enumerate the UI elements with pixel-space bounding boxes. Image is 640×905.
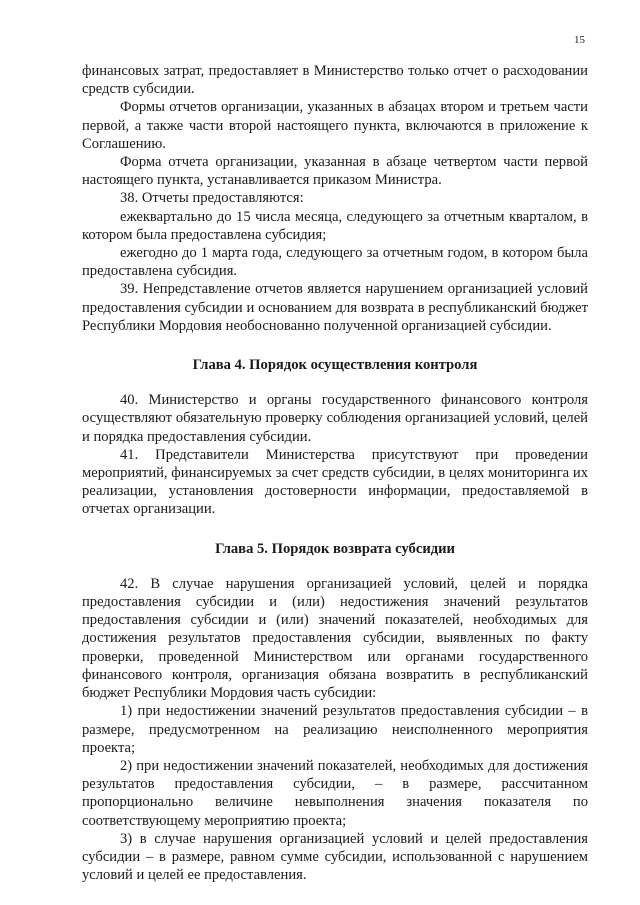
chapter-5-title: Глава 5. Порядок возврата субсидии: [215, 540, 455, 557]
paragraph-report-form-order: Форма отчета организации, указанная в абзаце четвертом части первой настоящего пункта, устанавливается приказом Министра.: [82, 154, 588, 189]
page-number: 15: [574, 34, 585, 46]
paragraph-42-item-3: 3) в случае нарушения организацией условий и целей предоставления субсидии – в размере, равном сумме субсидии, использованной с нарушением условий и целей ее предоставления.: [82, 830, 588, 884]
paragraph-42-item-2: 2) при недостижении значений показателей, необходимых для достижения результатов предоставления субсидии, – в размере, рассчитанном пропорционально величине невыполнения значения показателя по соответствующему мероприятию проекта;: [82, 757, 588, 829]
paragraph-41: 41. Представители Министерства присутствуют при проведении мероприятий, финансируемых за счет средств субсидии, в целях мониторинга их реализации, установления достоверности информации, предоставляемой в отчетах организации.: [82, 446, 588, 518]
paragraph-42: 42. В случае нарушения организацией условий, целей и порядка предоставления субсидии и (или) недостижения значений результатов предоставления субсидии и (или) значений показателей, необходимых для достижения результатов предоставления субсидии, выявленных по факту проверки, проведенной Министерством или органами государственного финансового контроля, организация обязана возвратить в республиканский бюджет Республики Мордовия часть субсидии:: [82, 575, 588, 702]
paragraph-38: 38. Отчеты предоставляются:: [120, 190, 304, 207]
paragraph-financial-costs: финансовых затрат, предоставляет в Министерство только отчет о расходовании средств субсидии.: [82, 63, 588, 98]
paragraph-annually: ежегодно до 1 марта года, следующего за отчетным годом, в котором была предоставлена субсидия.: [82, 245, 588, 280]
paragraph-40: 40. Министерство и органы государственного финансового контроля осуществляют обязательную проверку соблюдения организацией условий, целей и порядка предоставления субсидии.: [82, 392, 588, 445]
paragraph-report-forms: Формы отчетов организации, указанных в абзацах втором и третьем части первой, а также части второй настоящего пункта, включаются в приложение к Соглашению.: [82, 99, 588, 152]
paragraph-quarterly: ежеквартально до 15 числа месяца, следующего за отчетным кварталом, в котором была предоставлена субсидия;: [82, 208, 588, 243]
paragraph-39: 39. Непредставление отчетов является нарушением организацией условий предоставления субсидии и основанием для возврата в республиканский бюджет Республики Мордовия необоснованно полученной организацией субсидии.: [82, 281, 588, 334]
chapter-4-title: Глава 4. Порядок осуществления контроля: [192, 357, 478, 374]
document-body: [82, 62, 588, 884]
paragraph-42-item-1: 1) при недостижении значений результатов предоставления субсидии – в размере, предусмотренном на реализацию неисполненного мероприятия проекта;: [82, 703, 588, 756]
